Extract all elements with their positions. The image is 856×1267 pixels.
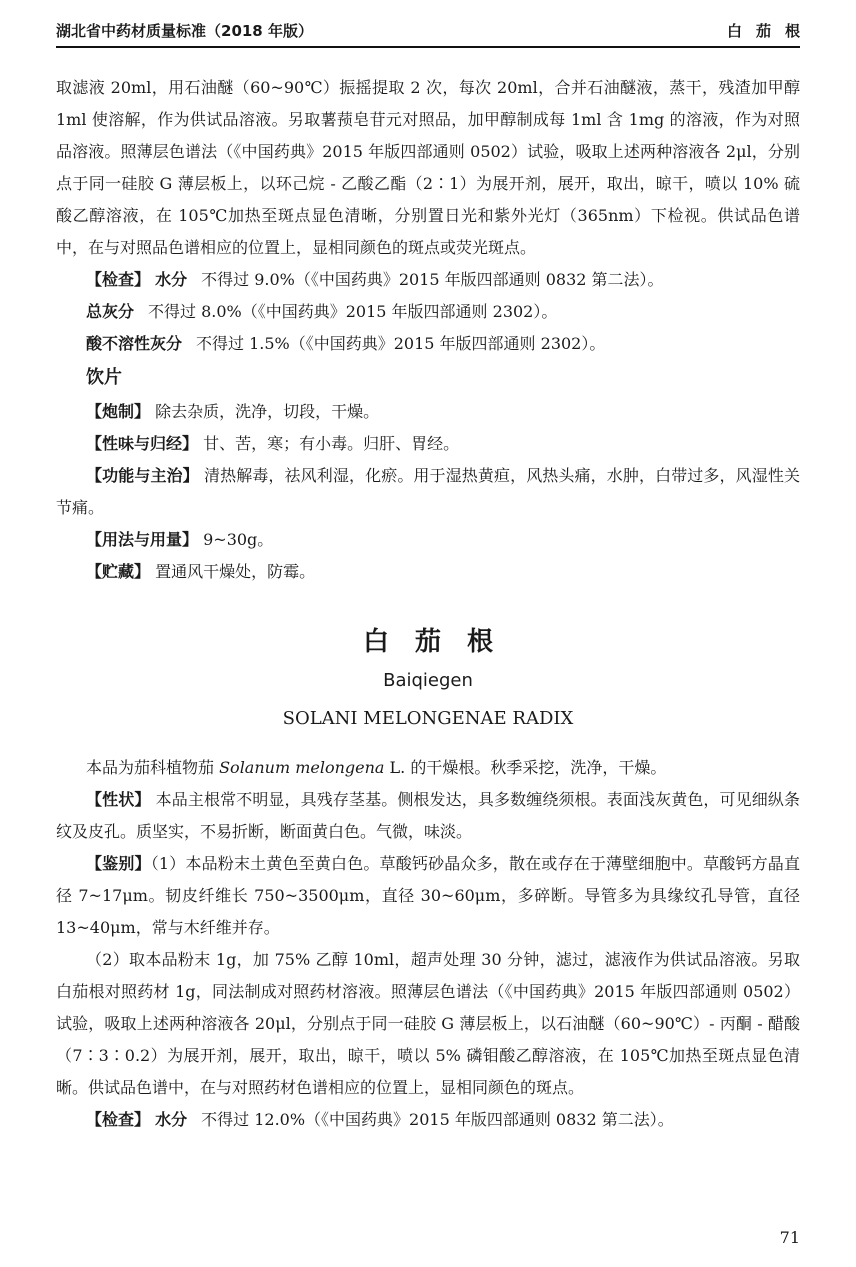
zhucang-item [56, 556, 800, 588]
jianbie-label: 【鉴别】 [86, 854, 151, 873]
prev-identification-paragraph: 取滤液 20ml，用石油醚（60~90℃）振摇提取 2 次，每次 20ml，合并石油醚液，蒸干，残渣加甲醇 1ml 使溶解，作为供试品溶液。另取薯蓣皂苷元对照品，加甲醇制成每 1ml 含 1mg 的溶液，作为对照品溶液。照薄层色谱法（《中国药典》2015 年版四部通则 0502）试验，吸取上述两种溶液各 2μl，分别点于同一硅胶 G 薄层板上，以环己烷 - 乙酸乙酯（2∶1）为展开剂，展开，取出，晾干，喷以 10% 硫酸乙醇溶液，在 105℃加热至斑点显色清晰，分别置日光和紫外光灯（365nm）下检视。供试品色谱中，在与对照品色谱相应的位置上，显相同颜色的斑点或荧光斑点。 [56, 78, 800, 257]
zhucang-label: 【贮藏】 [86, 562, 151, 581]
jianbie-item-1 [56, 848, 800, 944]
intro-text-a: 本品为茄科植物茄 [86, 758, 220, 777]
page-number: 71 [779, 1228, 800, 1247]
gongneng-label: 【功能与主治】 [86, 466, 199, 485]
xingwei-label: 【性味与归经】 [86, 434, 199, 453]
gongneng-item [56, 460, 800, 524]
running-header [56, 16, 814, 48]
prev-total-ash [56, 296, 800, 328]
intro-paragraph [56, 752, 800, 784]
xingzhuang-text: 本品主根常不明显，具残存茎基。侧根发达，具多数缠绕须根。表面浅灰黄色，可见细纵条纹及皮孔。质坚实，不易折断，断面黄白色。气微，味淡。 [56, 790, 800, 841]
yongfa-text: 9~30g。 [203, 530, 274, 549]
xingwei-text: 甘、苦，寒；有小毒。归肝、胃经。 [203, 434, 460, 453]
zhucang-text: 置通风干燥处，防霉。 [155, 562, 316, 581]
monograph-title-chinese: 白茄根 [362, 627, 519, 657]
page-body [56, 72, 800, 1136]
entry-water-text: 不得过 12.0%（《中国药典》2015 年版四部通则 0832 第二法）。 [201, 1110, 674, 1129]
section-title-header: 白茄根 [726, 22, 814, 40]
species-name: Solanum melongena [219, 758, 385, 777]
xingzhuang-label: 【性状】 [86, 790, 151, 809]
total-ash-text: 不得过 8.0%（《中国药典》2015 年版四部通则 2302）。 [148, 302, 558, 321]
book-title: 湖北省中药材质量标准（2018 年版） [56, 22, 313, 40]
paozhi-text: 除去杂质，洗净，切段，干燥。 [155, 402, 380, 421]
check-label: 【检查】 [86, 270, 151, 289]
yongfa-item [56, 524, 800, 556]
gongneng-text: 清热解毒，祛风利湿，化瘀。用于湿热黄疸，风热头痛，水肿，白带过多，风湿性关节痛。 [56, 466, 800, 517]
monograph-title-latin: SOLANI MELONGENAE RADIX [282, 708, 574, 729]
monograph-title-pinyin: Baiqiegen [383, 670, 473, 691]
prev-acid-insoluble-ash [56, 328, 800, 360]
entry-water-label: 水分 [155, 1110, 188, 1129]
intro-text-b: L. 的干燥根。秋季采挖，洗净，干燥。 [384, 758, 667, 777]
jianbie-item-2: （2）取本品粉末 1g，加 75% 乙醇 10ml，超声处理 30 分钟，滤过，滤液作为供试品溶液。另取白茄根对照药材 1g，同法制成对照药材溶液。照薄层色谱法（《中国药典》2015 年版四部通则 0502）试验，吸取上述两种溶液各 20μl，分别点于同一硅胶 G 薄层板上，以石油醚（60~90℃）- 丙酮 - 醋酸（7∶3∶0.2）为展开剂，展开，取出，晾干，喷以 5% 磷钼酸乙醇溶液，在 105℃加热至斑点显色清晰。供试品色谱中，在与对照药材色谱相应的位置上，显相同颜色的斑点。 [56, 950, 800, 1097]
water-label: 水分 [155, 270, 188, 289]
paozhi-item [56, 396, 800, 428]
xingwei-item [56, 428, 800, 460]
xingzhuang-item [56, 784, 800, 848]
entry-check-water [56, 1104, 800, 1136]
water-text: 不得过 9.0%（《中国药典》2015 年版四部通则 0832 第二法）。 [201, 270, 664, 289]
total-ash-label: 总灰分 [86, 302, 135, 321]
monograph-title-block [56, 620, 800, 740]
prev-check-water [56, 264, 800, 296]
paozhi-label: 【炮制】 [86, 402, 151, 421]
acid-ash-text: 不得过 1.5%（《中国药典》2015 年版四部通则 2302）。 [196, 334, 606, 353]
entry-check-label: 【检查】 [86, 1110, 151, 1129]
acid-ash-label: 酸不溶性灰分 [86, 334, 183, 353]
yongfa-label: 【用法与用量】 [86, 530, 199, 549]
yinpian-heading: 饮片 [86, 367, 122, 388]
jianbie-text-1: （1）本品粉末土黄色至黄白色。草酸钙砂晶众多，散在或存在于薄壁细胞中。草酸钙方晶直径 7~17μm。韧皮纤维长 750~3500μm，直径 30~60μm，多碎断。导管多为具缘纹孔导管，直径 13~40μm，常与木纤维并存。 [56, 854, 800, 937]
